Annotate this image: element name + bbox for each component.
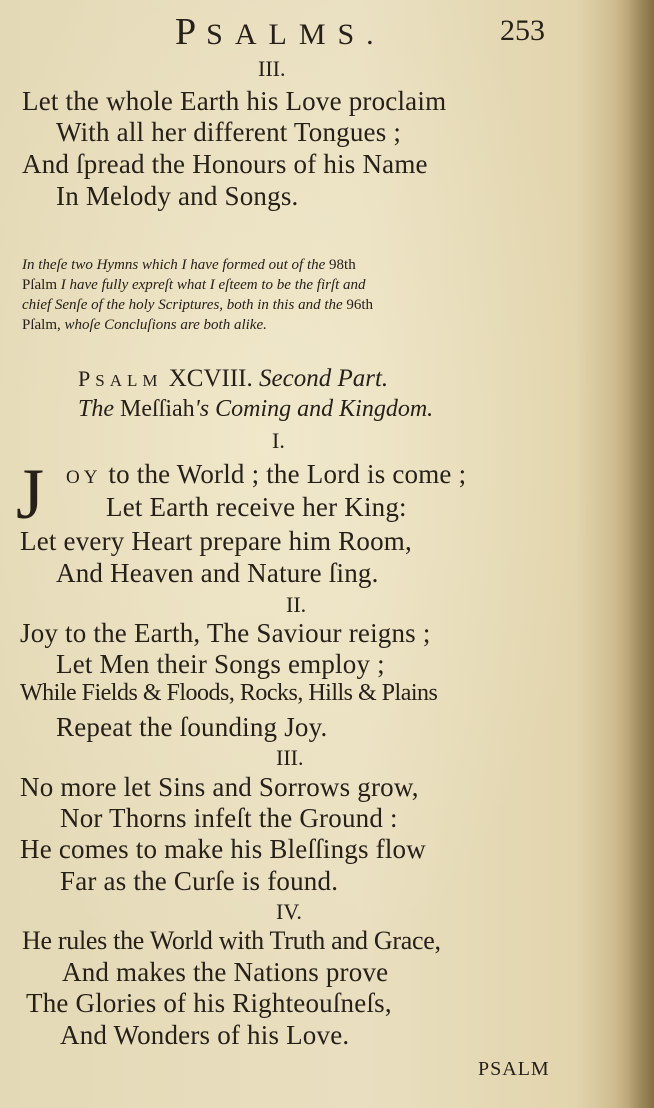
stanza-number: IV. xyxy=(276,899,302,924)
page-number: 253 xyxy=(500,14,545,47)
psalm-title: PSALM XCVIII. Second Part. xyxy=(78,365,389,392)
note-line: In theſe two Hymns which I have formed out of the 98th xyxy=(22,257,356,273)
note-line: Pſalm I have fully expreſt what I eſteem to be the firſt and xyxy=(22,277,366,293)
running-head xyxy=(175,10,386,54)
verse-line: Nor Thorns infeſt the Ground : xyxy=(60,803,398,833)
verse-line: Let the whole Earth his Love proclaim xyxy=(22,86,447,116)
verse-line: Let Men their Songs employ ; xyxy=(56,649,385,679)
verse-line: With all her different Tongues ; xyxy=(56,117,402,147)
verse-line: No more let Sins and Sorrows grow, xyxy=(20,772,419,802)
stanza-number: III. xyxy=(258,56,286,81)
verse-line: Far as the Curſe is found. xyxy=(60,866,339,896)
verse-line: And makes the Nations prove xyxy=(62,957,389,987)
catchword: PSALM xyxy=(478,1058,550,1080)
stanza-number: III. xyxy=(276,745,304,770)
note-line: Pſalm, whoſe Concluſions are both alike. xyxy=(22,317,267,333)
verse-line: Joy to the Earth, The Saviour reigns ; xyxy=(20,618,431,648)
verse-line: He rules the World with Truth and Grace, xyxy=(22,926,441,955)
verse-line: He comes to make his Bleſſings flow xyxy=(20,834,426,864)
verse-line: Repeat the ſounding Joy. xyxy=(56,712,328,742)
verse-line: Let Earth receive her King: xyxy=(106,492,407,522)
running-head-rest: SALMS. xyxy=(206,18,386,51)
psalm-subtitle: The Meſſiah's Coming and Kingdom. xyxy=(78,396,434,422)
verse-line: In Melody and Songs. xyxy=(56,181,299,211)
note-line: chief Senſe of the holy Scriptures, both in this and the 96th xyxy=(22,297,374,313)
stanza-number: I. xyxy=(272,428,285,453)
verse-line: OY to the World ; the Lord is come ; xyxy=(66,459,467,489)
stanza-number: II. xyxy=(286,592,307,617)
verse-line: The Glories of his Righteouſneſs, xyxy=(26,988,392,1018)
running-head-cap: P xyxy=(175,11,207,53)
drop-cap: J xyxy=(16,454,45,534)
verse-line: While Fields & Floods, Rocks, Hills & Plains xyxy=(20,680,438,706)
verse-line: And Heaven and Nature ſing. xyxy=(56,558,379,588)
verse-line: Let every Heart prepare him Room, xyxy=(20,526,412,556)
page-edge-shadow xyxy=(614,0,654,1108)
verse-line: And ſpread the Honours of his Name xyxy=(22,149,428,179)
verse-line: And Wonders of his Love. xyxy=(60,1020,350,1050)
